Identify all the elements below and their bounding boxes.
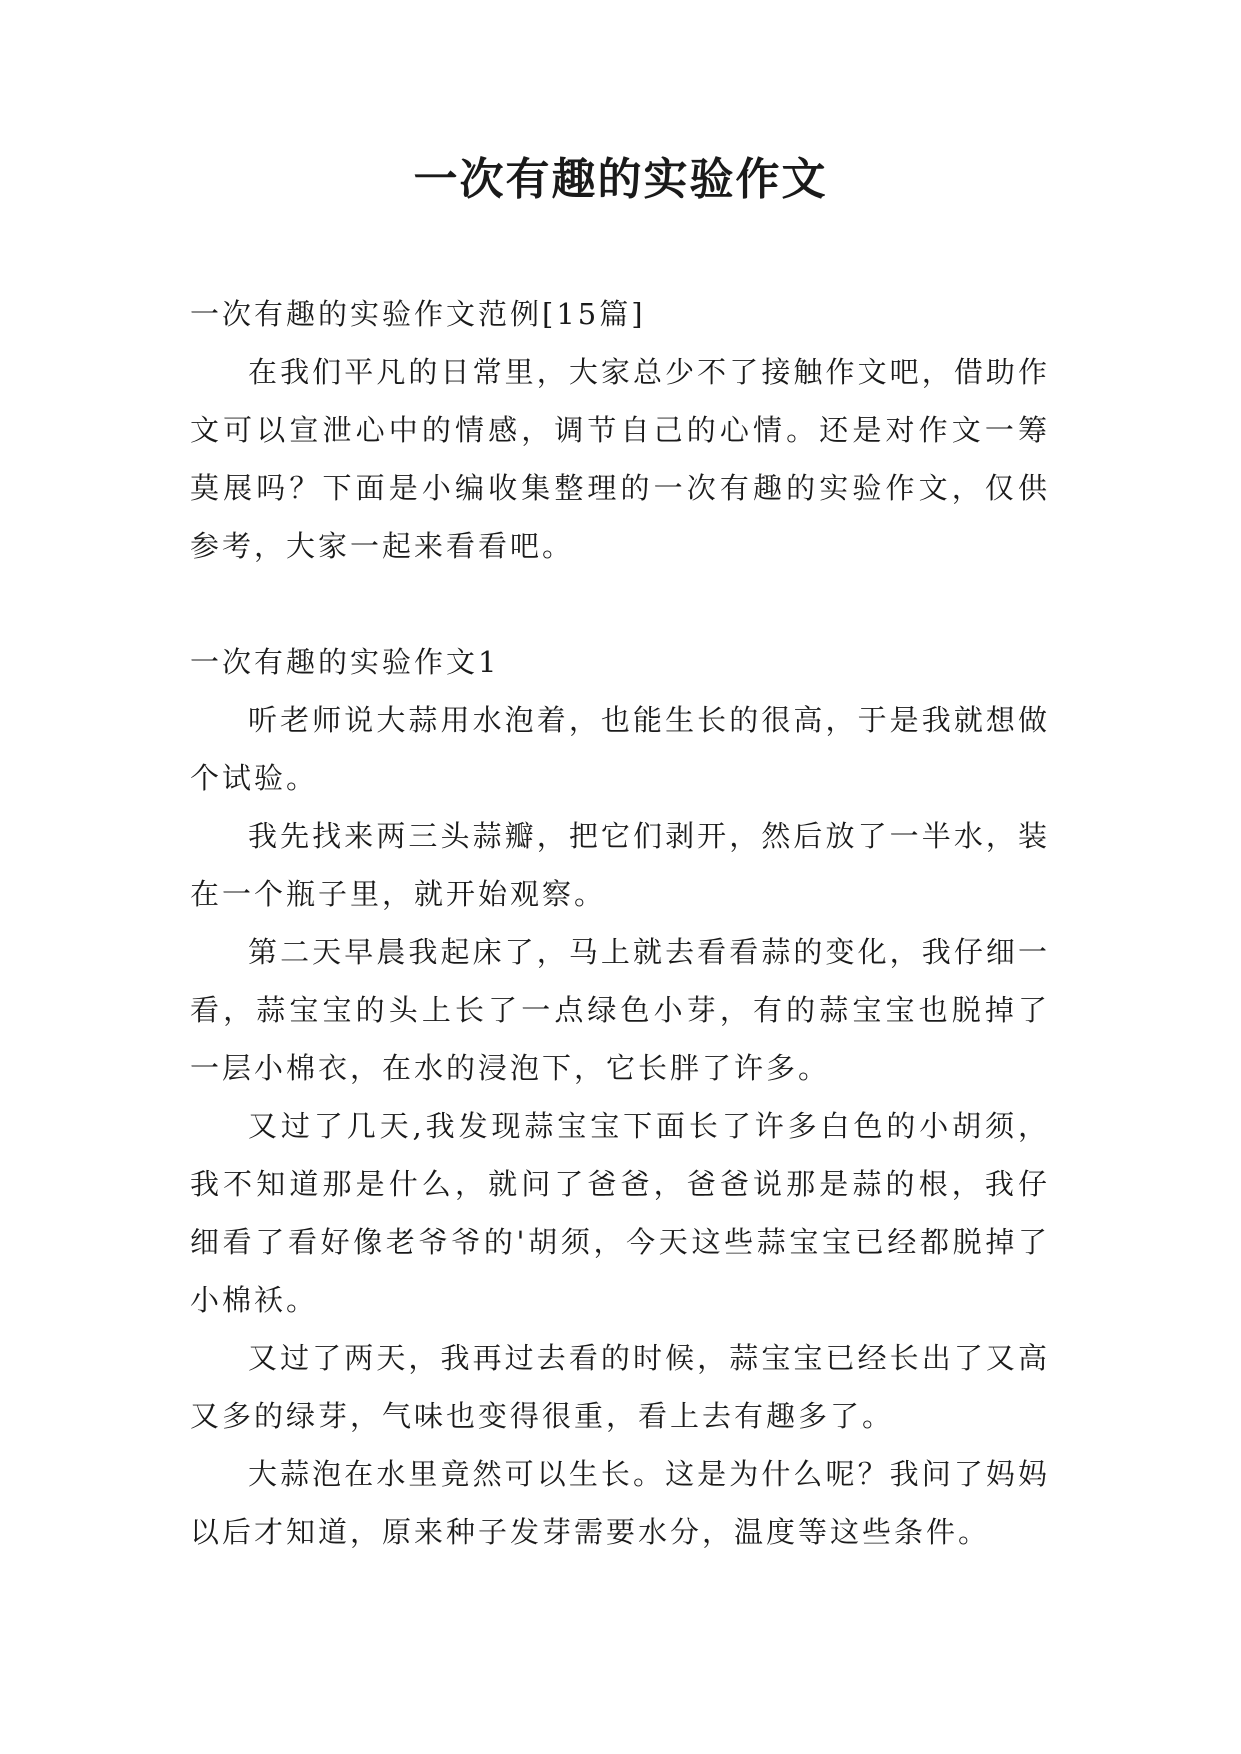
essay-paragraph: 我先找来两三头蒜瓣，把它们剥开，然后放了一半水，装在一个瓶子里，就开始观察。 xyxy=(190,819,1050,911)
essay-paragraph: 听老师说大蒜用水泡着，也能生长的很高，于是我就想做个试验。 xyxy=(190,703,1050,795)
section-spacer xyxy=(190,575,1050,633)
essay-heading: 一次有趣的实验作文1 xyxy=(190,645,500,679)
collection-subtitle: 一次有趣的实验作文范例[15篇] xyxy=(190,297,646,331)
essay-paragraph: 又过了两天，我再过去看的时候，蒜宝宝已经长出了又高又多的绿芽，气味也变得很重，看上去有趣多了。 xyxy=(190,1341,1050,1433)
page-title: 一次有趣的实验作文 xyxy=(413,154,828,205)
essay-paragraph: 第二天早晨我起床了，马上就去看看蒜的变化，我仔细一看，蒜宝宝的头上长了一点绿色小芽，有的蒜宝宝也脱掉了一层小棉衣，在水的浸泡下，它长胖了许多。 xyxy=(190,935,1050,1085)
intro-paragraph: 在我们平凡的日常里，大家总少不了接触作文吧，借助作文可以宣泄心中的情感，调节自己的心情。还是对作文一筹莫展吗？下面是小编收集整理的一次有趣的实验作文，仅供参考，大家一起来看看吧。 xyxy=(190,355,1050,563)
document-body xyxy=(190,285,1050,1561)
essay-paragraph: 又过了几天,我发现蒜宝宝下面长了许多白色的小胡须，我不知道那是什么，就问了爸爸，爸爸说那是蒜的根，我仔细看了看好像老爷爷的'胡须，今天这些蒜宝宝已经都脱掉了小棉袄。 xyxy=(190,1109,1050,1317)
essay-paragraph: 大蒜泡在水里竟然可以生长。这是为什么呢？我问了妈妈以后才知道，原来种子发芽需要水分，温度等这些条件。 xyxy=(190,1457,1050,1549)
